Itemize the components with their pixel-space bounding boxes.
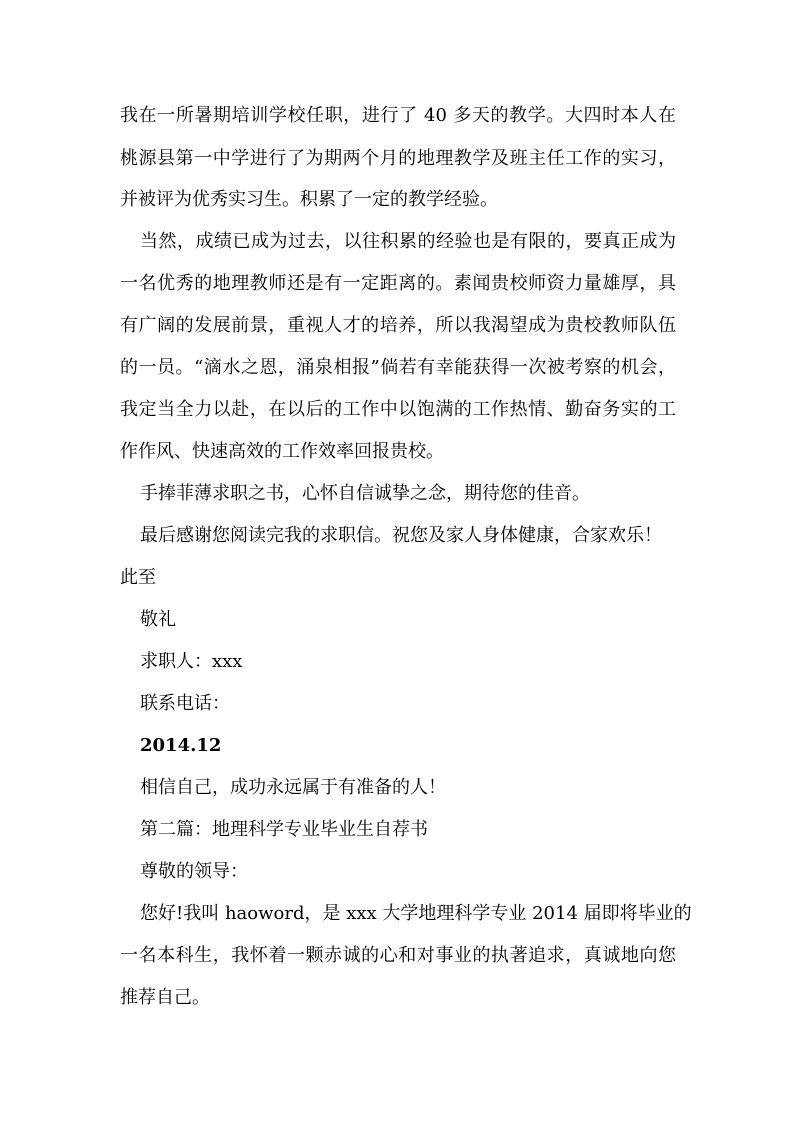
- motto: 相信自己，成功永远属于有准备的人！: [140, 777, 446, 798]
- paragraph-line: 的一员。“滴水之恩，涌泉相报”倘若有幸能获得一次被考察的机会，: [120, 357, 676, 378]
- paragraph-line: 一名优秀的地理教师还是有一定距离的。素闻贵校师资力量雄厚，具: [120, 273, 676, 294]
- applicant-name: 求职人：xxx: [140, 651, 243, 672]
- paragraph-line: 有广阔的发展前景，重视人才的培养，所以我渴望成为贵校教师队伍: [120, 315, 676, 336]
- section-title: 第二篇：地理科学专业毕业生自荐书: [140, 819, 428, 840]
- paragraph-line: 我定当全力以赴，在以后的工作中以饱满的工作热情、勤奋务实的工: [120, 399, 676, 420]
- paragraph-line: 推荐自己。: [120, 987, 210, 1008]
- paragraph-line: 我在一所暑期培训学校任职，进行了 40 多天的教学。大四时本人在: [120, 105, 676, 126]
- paragraph-line: 作作风、快速高效的工作效率回报贵校。: [120, 441, 444, 462]
- contact-phone: 联系电话：: [140, 693, 230, 714]
- paragraph-line: 桃源县第一中学进行了为期两个月的地理教学及班主任工作的实习，: [120, 148, 676, 169]
- paragraph-line: 当然，成绩已成为过去，以往积累的经验也是有限的，要真正成为: [140, 231, 676, 252]
- letter-date: 2014.12: [140, 735, 222, 756]
- paragraph-line: 最后感谢您阅读完我的求职信。祝您及家人身体健康，合家欢乐！: [140, 525, 662, 546]
- paragraph-line: 并被评为优秀实习生。积累了一定的教学经验。: [120, 189, 498, 210]
- paragraph-line: 此至: [120, 567, 156, 588]
- salutation: 敬礼: [140, 609, 176, 630]
- paragraph-line: 您好!我叫 haoword，是 xxx 大学地理科学专业 2014 届即将毕业的: [140, 903, 692, 924]
- greeting: 尊敬的领导：: [140, 861, 248, 882]
- paragraph-line: 一名本科生，我怀着一颗赤诚的心和对事业的执著追求，真诚地向您: [120, 945, 676, 966]
- paragraph-line: 手捧菲薄求职之书，心怀自信诚挚之念，期待您的佳音。: [140, 483, 590, 504]
